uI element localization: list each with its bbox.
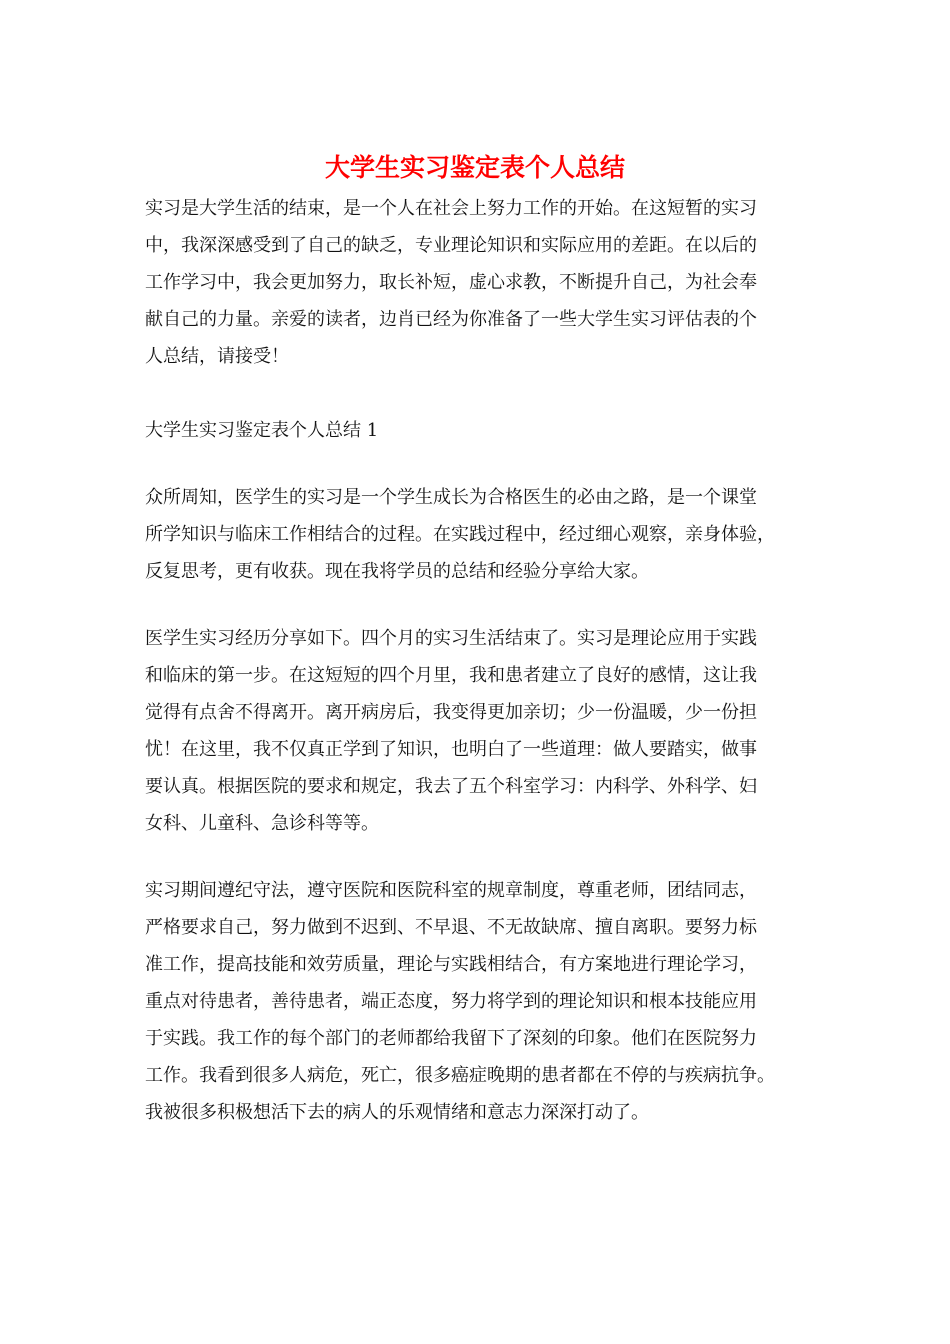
- paragraph-2-line-5: 要认真。根据医院的要求和规定，我去了五个科室学习：内科学、外科学、妇: [145, 776, 757, 797]
- intro-line-3: 工作学习中，我会更加努力，取长补短，虚心求教，不断提升自己，为社会奉: [145, 272, 757, 293]
- paragraph-3-line-3: 准工作，提高技能和效劳质量，理论与实践相结合，有方案地进行理论学习，: [145, 954, 757, 975]
- paragraph-3-line-4: 重点对待患者，善待患者，端正态度，努力将学到的理论知识和根本技能应用: [145, 991, 757, 1012]
- paragraph-2-line-1: 医学生实习经历分享如下。四个月的实习生活结束了。实习是理论应用于实践: [145, 628, 757, 649]
- paragraph-3-line-6: 工作。我看到很多人病危，死亡，很多癌症晚期的患者都在不停的与疾病抗争。: [145, 1065, 775, 1086]
- paragraph-3-line-2: 严格要求自己，努力做到不迟到、不早退、不无故缺席、擅自离职。要努力标: [145, 917, 757, 938]
- paragraph-1-line-1: 众所周知，医学生的实习是一个学生成长为合格医生的必由之路，是一个课堂: [145, 487, 757, 508]
- paragraph-2-line-2: 和临床的第一步。在这短短的四个月里，我和患者建立了良好的感情，这让我: [145, 665, 757, 686]
- paragraph-3-line-1: 实习期间遵纪守法，遵守医院和医院科室的规章制度，尊重老师，团结同志，: [145, 880, 757, 901]
- intro-line-4: 献自己的力量。亲爱的读者，边肖已经为你准备了一些大学生实习评估表的个: [145, 309, 757, 330]
- paragraph-2-line-4: 忧！在这里，我不仅真正学到了知识，也明白了一些道理：做人要踏实，做事: [145, 739, 757, 760]
- page-title: 大学生实习鉴定表个人总结: [324, 153, 625, 182]
- paragraph-3-line-5: 于实践。我工作的每个部门的老师都给我留下了深刻的印象。他们在医院努力: [145, 1028, 757, 1049]
- section-heading: 大学生实习鉴定表个人总结 1: [145, 420, 379, 441]
- paragraph-1-line-3: 反复思考，更有收获。现在我将学员的总结和经验分享给大家。: [145, 561, 649, 582]
- intro-line-5: 人总结，请接受！: [145, 346, 289, 367]
- intro-line-1: 实习是大学生活的结束，是一个人在社会上努力工作的开始。在这短暂的实习: [145, 198, 757, 219]
- paragraph-2-line-6: 女科、儿童科、急诊科等等。: [145, 813, 379, 834]
- paragraph-2-line-3: 觉得有点舍不得离开。离开病房后，我变得更加亲切；少一份温暖，少一份担: [145, 702, 757, 723]
- intro-line-2: 中，我深深感受到了自己的缺乏，专业理论知识和实际应用的差距。在以后的: [145, 235, 757, 256]
- paragraph-3-line-7: 我被很多积极想活下去的病人的乐观情绪和意志力深深打动了。: [145, 1102, 649, 1123]
- paragraph-1-line-2: 所学知识与临床工作相结合的过程。在实践过程中，经过细心观察，亲身体验，: [145, 524, 775, 545]
